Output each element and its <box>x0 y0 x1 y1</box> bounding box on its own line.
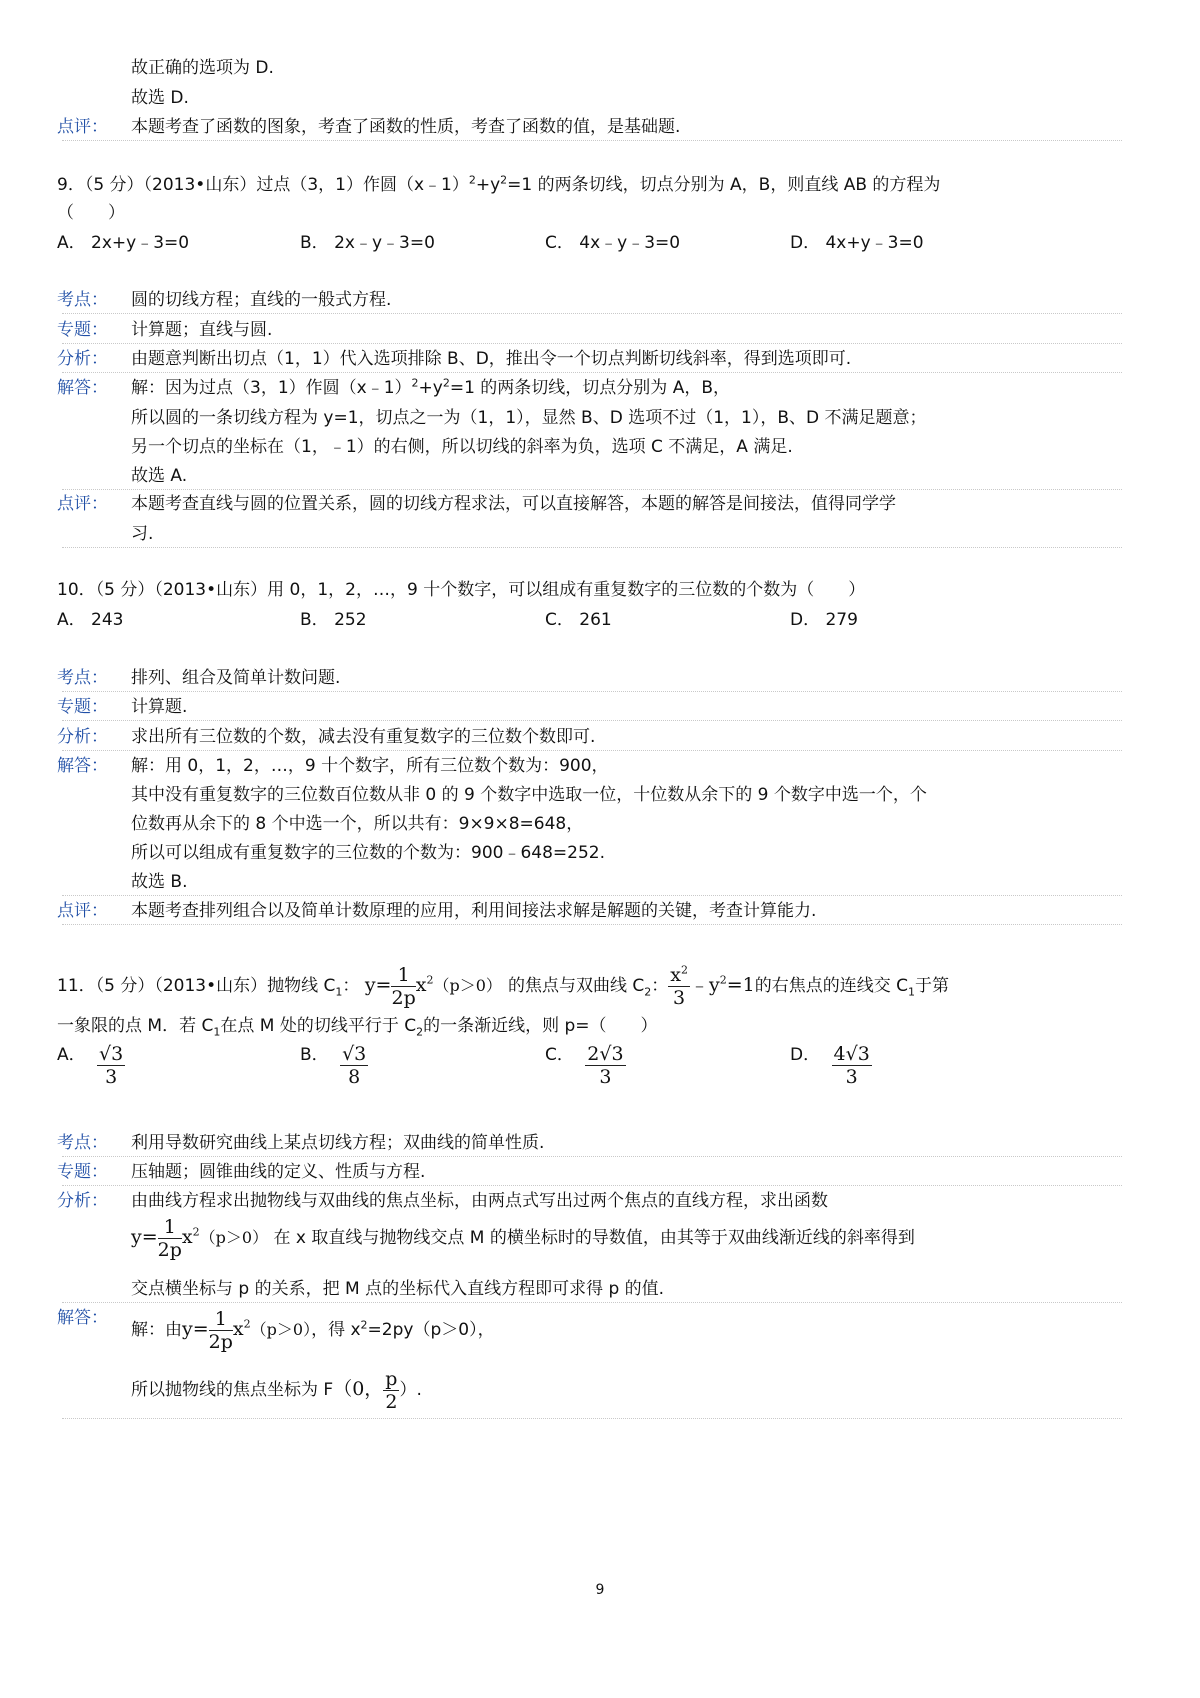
hyperbola-formula <box>668 963 755 1009</box>
kaodian-text: 圆的切线方程；直线的一般式方程. <box>131 290 392 310</box>
q9-stem: 9．（5 分）（2013•山东）过点（3，1）作圆$(x﹣1)^2+y^2=1$ 的两条切线，切点分别为 A，B，则直线 AB 的方程为 <box>57 173 941 195</box>
fenxi-text: 求出所有三位数的个数，减去没有重复数字的三位数个数即可. <box>131 727 596 747</box>
kaodian-label: 考点： <box>57 1133 108 1153</box>
divider <box>62 547 1122 548</box>
jieda-part: =2py（p＞0）， <box>367 1320 495 1340</box>
formula-part: （0， <box>333 1378 384 1400</box>
q9-stem-part: =1 的两条切线，切点分别为 A，B，则直线 AB 的方程为 <box>507 175 941 195</box>
option-fraction <box>97 1043 125 1088</box>
q11-stem-part: ： <box>651 976 669 996</box>
subscript: 2 <box>416 1025 424 1039</box>
q11-option-d <box>790 1043 872 1088</box>
option-label: B． <box>300 1045 329 1065</box>
option-fraction <box>832 1043 872 1088</box>
option-label: D． <box>790 1045 821 1065</box>
zhuanti-label: 专题： <box>57 697 108 717</box>
fenxi-text: 由曲线方程求出抛物线与双曲线的焦点坐标，由两点式写出过两个焦点的直线方程，求出函数 <box>131 1191 828 1211</box>
zhuanti-label: 专题： <box>57 320 108 340</box>
text-line: 故正确的选项为 D. <box>131 58 274 78</box>
q9-option-d: D． 4x+y﹣3=0 <box>790 233 924 253</box>
fraction-num: 1 <box>209 1308 233 1331</box>
parabola-formula <box>131 1215 269 1261</box>
jieda-part: +y <box>418 378 443 398</box>
formula-part: x <box>181 1226 193 1248</box>
fenxi-label: 分析： <box>57 727 108 747</box>
q11-stem-part: ： <box>342 976 360 996</box>
zhuanti-label: 专题： <box>57 1162 108 1182</box>
q11-stem-part: 一象限的点 M．若 C <box>57 1016 214 1036</box>
zhuanti-text: 计算题；直线与圆. <box>131 320 273 340</box>
kaodian-text: 利用导数研究曲线上某点切线方程；双曲线的简单性质. <box>131 1133 545 1153</box>
q11-stem <box>57 962 949 1012</box>
q10-option-d: D． 279 <box>790 610 858 630</box>
q10-option-a: A． 243 <box>57 610 124 630</box>
q11-stem-part: 11．（5 分）（2013•山东）抛物线 C <box>57 976 336 996</box>
fenxi-text: 由题意判断出切点（1，1）代入选项排除 B、D，推出令一个切点判断切线斜率，得到选项即可. <box>131 349 852 369</box>
fraction-num: p <box>385 1367 398 1390</box>
fraction <box>668 964 690 1009</box>
fraction-num <box>668 964 690 987</box>
fraction-den: 3 <box>845 1066 858 1088</box>
option-label: A． <box>57 1045 86 1065</box>
jieda-line: 位数再从余下的 8 个中选一个，所以共有：9×9×8=648， <box>131 814 584 834</box>
q11-stem-part: 的右焦点的连线交 C <box>754 976 908 996</box>
subscript: 1 <box>907 985 915 999</box>
formula-part: （p＞0） <box>199 1228 269 1247</box>
jieda-line: 所以可以组成有重复数字的三位数的个数为：900﹣648=252. <box>131 843 605 863</box>
q9-stem-paren: （ ） <box>57 203 125 223</box>
divider <box>62 489 1122 490</box>
q10-option-c: C． 261 <box>545 610 612 630</box>
fenxi-text <box>131 1214 915 1261</box>
fenxi-label: 分析： <box>57 349 108 369</box>
formula-part: ﹣y <box>689 974 720 996</box>
superscript: 2 <box>719 973 727 987</box>
q10-option-b: B． 252 <box>300 610 367 630</box>
formula-part: （p＞0） <box>433 976 502 995</box>
subscript: 2 <box>644 985 652 999</box>
jieda-label: 解答： <box>57 756 108 776</box>
formula-part: =1 <box>726 974 755 996</box>
option-label: C． <box>545 1045 574 1065</box>
q11-stem-part: 于第 <box>914 976 949 996</box>
kaodian-label: 考点： <box>57 290 108 310</box>
divider <box>62 1418 1122 1419</box>
divider <box>62 750 1122 751</box>
fraction-den: 3 <box>599 1066 612 1088</box>
jieda-part: 所以抛物线的焦点坐标为 F <box>131 1380 334 1400</box>
fraction <box>209 1308 233 1353</box>
jieda-line: 故选 A. <box>131 466 188 486</box>
q9-option-a: A． 2x+y﹣3=0 <box>57 233 190 253</box>
q11-option-b <box>300 1043 368 1088</box>
q9-stem-part: 9．（5 分）（2013•山东）过点（3，1）作圆（x﹣1） <box>57 175 469 195</box>
jieda-label: 解答： <box>57 1308 108 1328</box>
superscript: 2 <box>243 1317 251 1331</box>
divider <box>62 895 1122 896</box>
divider <box>62 1185 1122 1186</box>
divider <box>62 343 1122 344</box>
kaodian-text: 排列、组合及简单计数问题. <box>131 668 341 688</box>
divider <box>62 140 1122 141</box>
q11-option-a <box>57 1043 125 1088</box>
q10-stem: 10．（5 分）（2013•山东）用 0，1，2，…，9 十个数字，可以组成有重复数字的三位数的个数为（ ） <box>57 580 866 600</box>
jieda-line: 解：用 0，1，2，…，9 十个数字，所有三位数个数为：900， <box>131 756 609 776</box>
formula-part: y= <box>364 974 392 996</box>
kaodian-label: 考点： <box>57 668 108 688</box>
jieda-label: 解答： <box>57 378 108 398</box>
divider <box>62 1156 1122 1157</box>
dianping-text: 习. <box>131 524 154 544</box>
fenxi-part: 在 x 取直线与抛物线交点 M 的横坐标时的导数值，由其等于双曲线渐近线的斜率得到 <box>273 1228 915 1248</box>
fraction-den: 3 <box>673 986 686 1009</box>
q11-stem-part: 的一条渐近线，则 p=（ ） <box>423 1016 658 1036</box>
divider <box>62 372 1122 373</box>
parabola-formula <box>364 963 508 1009</box>
dianping-text: 本题考查排列组合以及简单计数原理的应用，利用间接法求解是解题的关键，考查计算能力. <box>131 901 817 921</box>
fraction-num: √3 <box>99 1043 124 1065</box>
fraction-num: √3 <box>342 1043 367 1065</box>
formula-part: （p＞0） <box>250 1320 312 1339</box>
jieda-line: 解：因为过点（3，1）作圆$(x﹣1)^2+y^2=1$ 的两条切线，切点分别为 A，B， <box>131 376 730 398</box>
fraction <box>383 1368 399 1413</box>
fraction-den: 2p <box>208 1330 233 1353</box>
text-line: 故选 D. <box>131 88 189 108</box>
superscript: 2 <box>360 1318 368 1332</box>
superscript: 2 <box>680 963 688 977</box>
fraction-den: 2 <box>385 1390 398 1413</box>
q9-option-b: B． 2x﹣y﹣3=0 <box>300 233 435 253</box>
dianping-label: 点评： <box>57 901 108 921</box>
fraction-den: 3 <box>105 1066 118 1088</box>
q9-option-c: C． 4x﹣y﹣3=0 <box>545 233 681 253</box>
divider <box>62 924 1122 925</box>
jieda-part: 解：因为过点（3，1）作圆（x﹣1） <box>131 378 412 398</box>
jieda-line: 另一个切点的坐标在（1，﹣1）的右侧，所以切线的斜率为负，选项 C 不满足，A 满足. <box>131 437 793 457</box>
formula-part: y= <box>182 1318 209 1340</box>
fraction-num: 2√3 <box>587 1043 624 1065</box>
dianping-text: 本题考查直线与圆的位置关系，圆的切线方程求法，可以直接解答，本题的解答是间接法，值得同学学 <box>131 494 896 514</box>
fraction-den: 8 <box>348 1066 361 1088</box>
dianping-label: 点评： <box>57 494 108 514</box>
formula-part: x <box>670 963 681 986</box>
fenxi-text: 交点横坐标与 p 的关系，把 M 点的坐标代入直线方程即可求得 p 的值. <box>131 1279 665 1299</box>
formula-part: x <box>232 1318 244 1340</box>
jieda-line <box>131 1306 495 1353</box>
fraction-den: 2p <box>391 986 416 1009</box>
q9-stem-part: +y <box>475 175 501 195</box>
jieda-line: 故选 B. <box>131 872 188 892</box>
q11-stem-part: 的焦点与双曲线 C <box>507 976 645 996</box>
q11-stem-part: 在点 M 处的切线平行于 C <box>220 1016 417 1036</box>
jieda-line <box>131 1366 422 1413</box>
fraction-den: 2p <box>157 1238 182 1261</box>
zhuanti-text: 压轴题；圆锥曲线的定义、性质与方程. <box>131 1162 426 1182</box>
jieda-part: ，得 x <box>311 1320 361 1340</box>
comment-text: 本题考查了函数的图象，考查了函数的性质，考查了函数的值，是基础题. <box>131 117 681 137</box>
comment-label: 点评： <box>57 117 108 137</box>
divider <box>62 1302 1122 1303</box>
fraction <box>158 1216 182 1261</box>
divider <box>62 691 1122 692</box>
q11-stem-line2 <box>57 1014 658 1038</box>
subscript: 1 <box>213 1025 221 1039</box>
formula-part: y= <box>131 1226 158 1248</box>
fraction-num: 1 <box>391 964 415 987</box>
zhuanti-text: 计算题. <box>131 697 188 717</box>
superscript: 2 <box>426 973 434 987</box>
jieda-part: 解：由 <box>131 1320 182 1340</box>
q11-option-c <box>545 1043 626 1088</box>
option-fraction <box>340 1043 368 1088</box>
jieda-line: 所以圆的一条切线方程为 y=1，切点之一为（1，1），显然 B、D 选项不过（1，1），B、D 不满足题意； <box>131 408 927 428</box>
jieda-part: =1 的两条切线，切点分别为 A，B， <box>449 378 730 398</box>
formula-part: x <box>415 974 427 996</box>
fraction <box>391 964 415 1009</box>
parabola-formula <box>182 1307 312 1353</box>
divider <box>62 720 1122 721</box>
jieda-line: 其中没有重复数字的三位数百位数从非 0 的 9 个数字中选取一位，十位数从余下的 9 个数字中选一个，个 <box>131 785 927 805</box>
fraction-num: 4√3 <box>833 1043 870 1065</box>
jieda-part: ）. <box>399 1380 422 1400</box>
subscript: 1 <box>335 985 343 999</box>
fenxi-label: 分析： <box>57 1191 108 1211</box>
superscript: 2 <box>192 1225 200 1239</box>
divider <box>62 313 1122 314</box>
option-fraction <box>585 1043 625 1088</box>
page-number: 9 <box>595 1582 605 1598</box>
fraction-num: 1 <box>158 1216 182 1239</box>
